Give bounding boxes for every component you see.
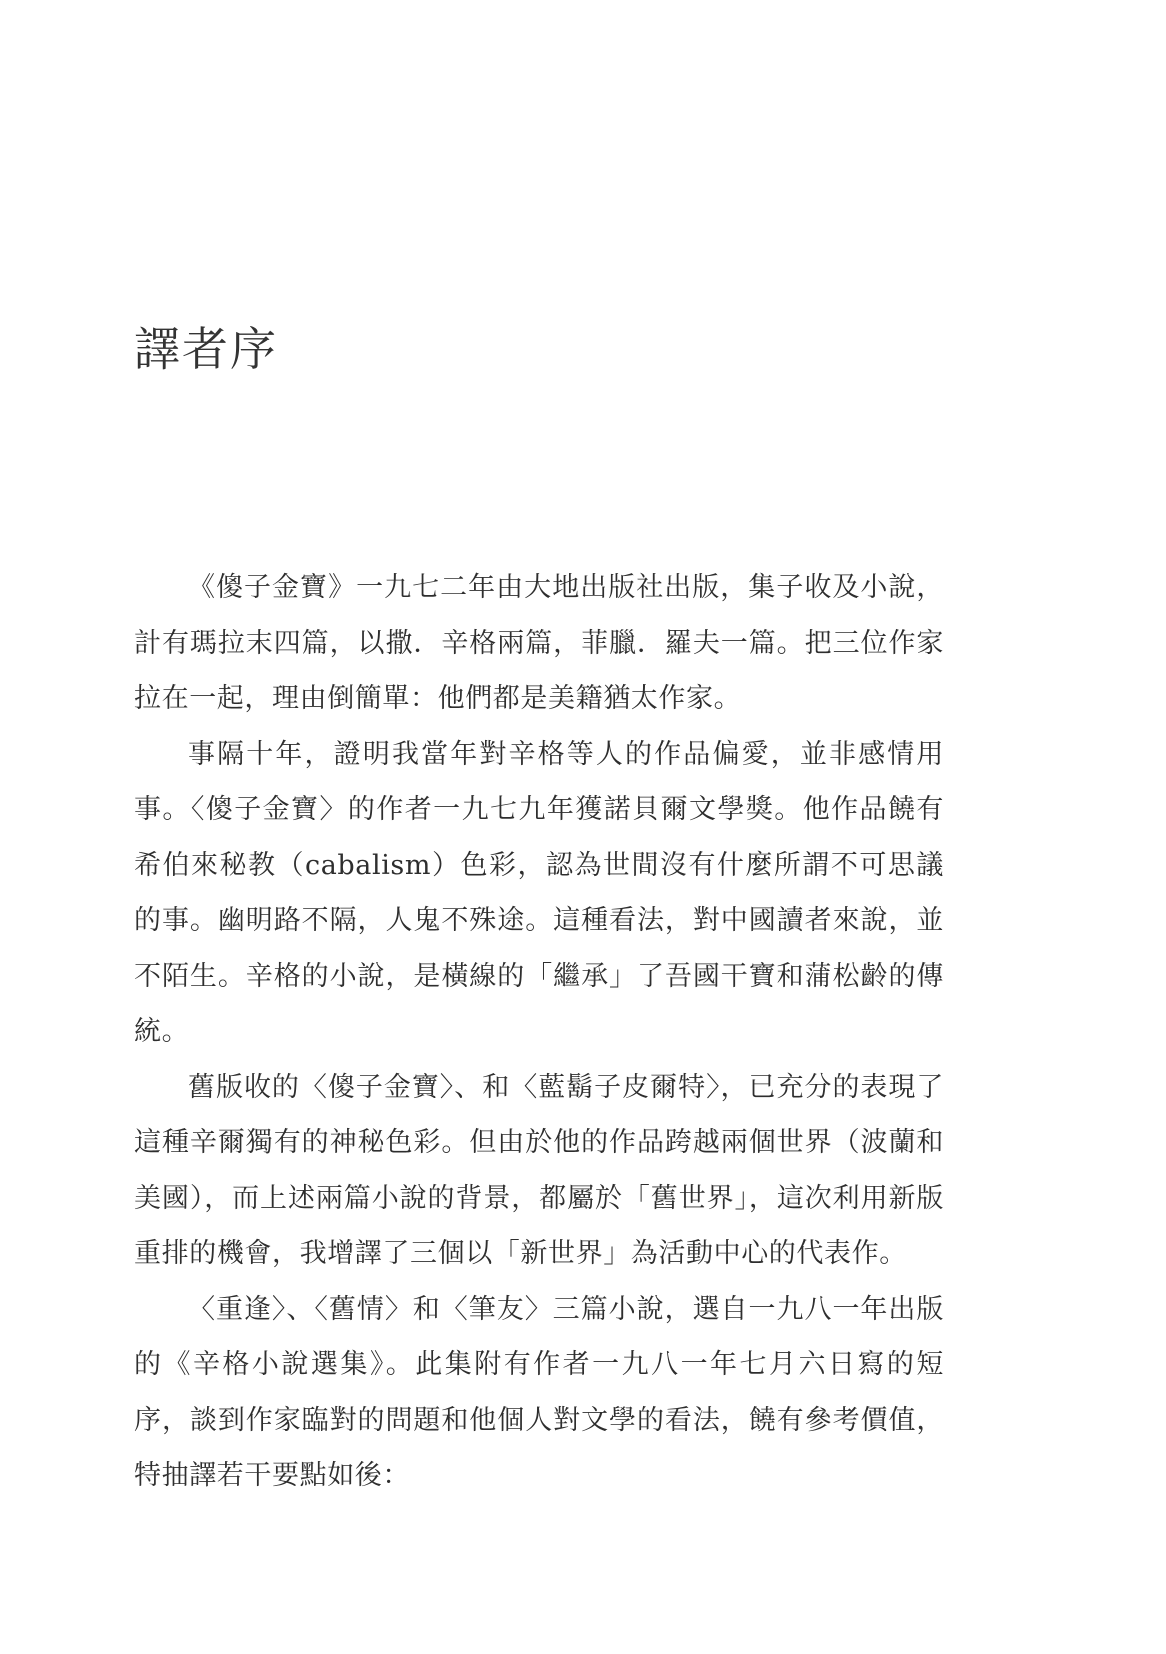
- paragraph-2: 事隔十年，證明我當年對辛格等人的作品偏愛，並非感情用事。〈傻子金寶〉的作者一九七九年獲諾貝爾文學獎。他作品饒有希伯來秘教（cabalism）色彩，認為世間沒有什麼所謂不可思議的事。幽明路不隔，人鬼不殊途。這種看法，對中國讀者來說，並不陌生。辛格的小說，是橫線的「繼承」了吾國干寶和蒲松齡的傳統。: [134, 738, 944, 1047]
- paragraph-4: 〈重逢〉、〈舊情〉和〈筆友〉三篇小說，選自一九八一年出版的《辛格小說選集》。此集附有作者一九八一年七月六日寫的短序，談到作家臨對的問題和他個人對文學的看法，饒有參考價值，特抽譯若干要點如後：: [134, 1293, 944, 1491]
- paragraph-1: 《傻子金寶》一九七二年由大地出版社出版，集子收及小說，計有瑪拉末四篇，以撒．辛格兩篇，菲臘．羅夫一篇。把三位作家拉在一起，理由倒簡單：他們都是美籍猶太作家。: [134, 572, 944, 714]
- paragraph-3: 舊版收的〈傻子金寶〉、和〈藍鬍子皮爾特〉，已充分的表現了這種辛爾獨有的神秘色彩。但由於他的作品跨越兩個世界（波蘭和美國），而上述兩篇小說的背景，都屬於「舊世界」，這次利用新版重排的機會，我增譯了三個以「新世界」為活動中心的代表作。: [134, 1071, 944, 1269]
- body-text: [134, 560, 944, 1504]
- page-title: 譯者序: [134, 322, 278, 376]
